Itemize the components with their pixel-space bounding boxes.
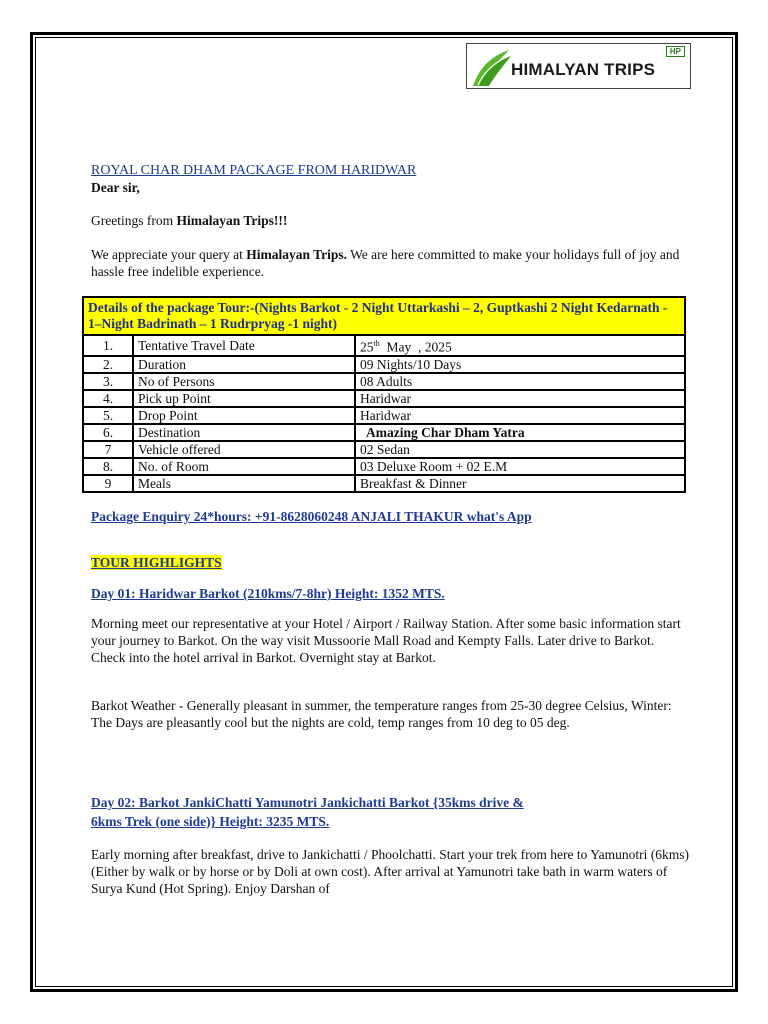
logo-badge: HP (666, 46, 685, 57)
row-label: Duration (133, 356, 355, 373)
intro-paragraph (91, 246, 691, 280)
row-label: No. of Room (133, 458, 355, 475)
row-value: 03 Deluxe Room + 02 E.M (355, 458, 685, 475)
highlights-heading-text: TOUR HIGHLIGHTS (91, 555, 222, 570)
table-row (83, 335, 685, 356)
table-row (83, 424, 685, 441)
row-number: 3. (83, 373, 133, 390)
row-value: 25th May , 2025 (355, 335, 685, 356)
day2-heading-line2: 6kms Trek (one side)} Height: 3235 MTS. (91, 814, 330, 829)
row-value: Amazing Char Dham Yatra (355, 424, 685, 441)
package-details-table (82, 296, 686, 493)
greeting-prefix: Greetings from (91, 213, 177, 228)
greeting (91, 212, 287, 229)
row-value: 08 Adults (355, 373, 685, 390)
row-label: Vehicle offered (133, 441, 355, 458)
table-row (83, 390, 685, 407)
page-title: ROYAL CHAR DHAM PACKAGE FROM HARIDWAR (91, 163, 417, 178)
table-row (83, 407, 685, 424)
row-label: No of Persons (133, 373, 355, 390)
intro-prefix: We appreciate your query at (91, 247, 247, 262)
table-header-row (83, 297, 685, 335)
row-number: 5. (83, 407, 133, 424)
row-value: Breakfast & Dinner (355, 475, 685, 492)
row-number: 1. (83, 335, 133, 356)
row-value: Haridwar (355, 407, 685, 424)
highlights-heading (91, 554, 222, 571)
row-number: 6. (83, 424, 133, 441)
table-row (83, 373, 685, 390)
row-number: 2. (83, 356, 133, 373)
row-label: Destination (133, 424, 355, 441)
row-value: 09 Nights/10 Days (355, 356, 685, 373)
salutation: Dear sir, (91, 180, 140, 195)
row-value: 02 Sedan (355, 441, 685, 458)
enquiry-contact: Package Enquiry 24*hours: +91-8628060248 ANJALI THAKUR what's App (91, 509, 532, 524)
row-label: Drop Point (133, 407, 355, 424)
day2-heading-line1: Day 02: Barkot JankiChatti Yamunotri Jankichatti Barkot {35kms drive & (91, 795, 524, 810)
table-header: Details of the package Tour:-(Nights Barkot - 2 Night Uttarkashi – 2, Guptkashi 2 Night Kedarnath - 1–Night Badrinath – 1 Rudrpryag -1 night) (83, 297, 685, 335)
day1-weather: Barkot Weather - Generally pleasant in summer, the temperature ranges from 25-30 degree Celsius, Winter: The Days are pleasantly cool but the nights are cold, temp ranges from 10 deg to 05 deg. (91, 698, 672, 730)
greeting-company: Himalayan Trips!!! (176, 213, 288, 228)
row-number: 4. (83, 390, 133, 407)
row-number: 8. (83, 458, 133, 475)
row-label: Meals (133, 475, 355, 492)
table-row (83, 441, 685, 458)
day2-paragraph: Early morning after breakfast, drive to Jankichatti / Phoolchatti. Start your trek from here to Yamunotri (6kms) (Either by walk or by horse or by Doli at own cost). After arrival at Yamunotri take bath in warm waters of Surya Kund (Hot Spring). Enjoy Darshan of (91, 847, 689, 896)
row-label: Pick up Point (133, 390, 355, 407)
intro-suffix: We are here committed to make your holidays full of joy and hassle free indelible experience. (91, 247, 680, 279)
row-number: 7 (83, 441, 133, 458)
row-number: 9 (83, 475, 133, 492)
table-row (83, 475, 685, 492)
intro-company: Himalayan Trips. (246, 247, 347, 262)
row-value: Haridwar (355, 390, 685, 407)
leaf-icon (469, 48, 513, 88)
row-label: Tentative Travel Date (133, 335, 355, 356)
day1-heading: Day 01: Haridwar Barkot (210kms/7-8hr) Height: 1352 MTS. (91, 586, 445, 601)
table-row (83, 458, 685, 475)
table-row (83, 356, 685, 373)
company-logo (466, 43, 691, 89)
day1-paragraph: Morning meet our representative at your Hotel / Airport / Railway Station. After some basic information start your journey to Barkot. On the way visit Mussoorie Mall Road and Kempty Falls. Later drive to Barkot. Check into the hotel arrival in Barkot. Overnight stay at Barkot. (91, 616, 681, 665)
logo-brand: HIMALYAN TRIPS (511, 60, 656, 79)
